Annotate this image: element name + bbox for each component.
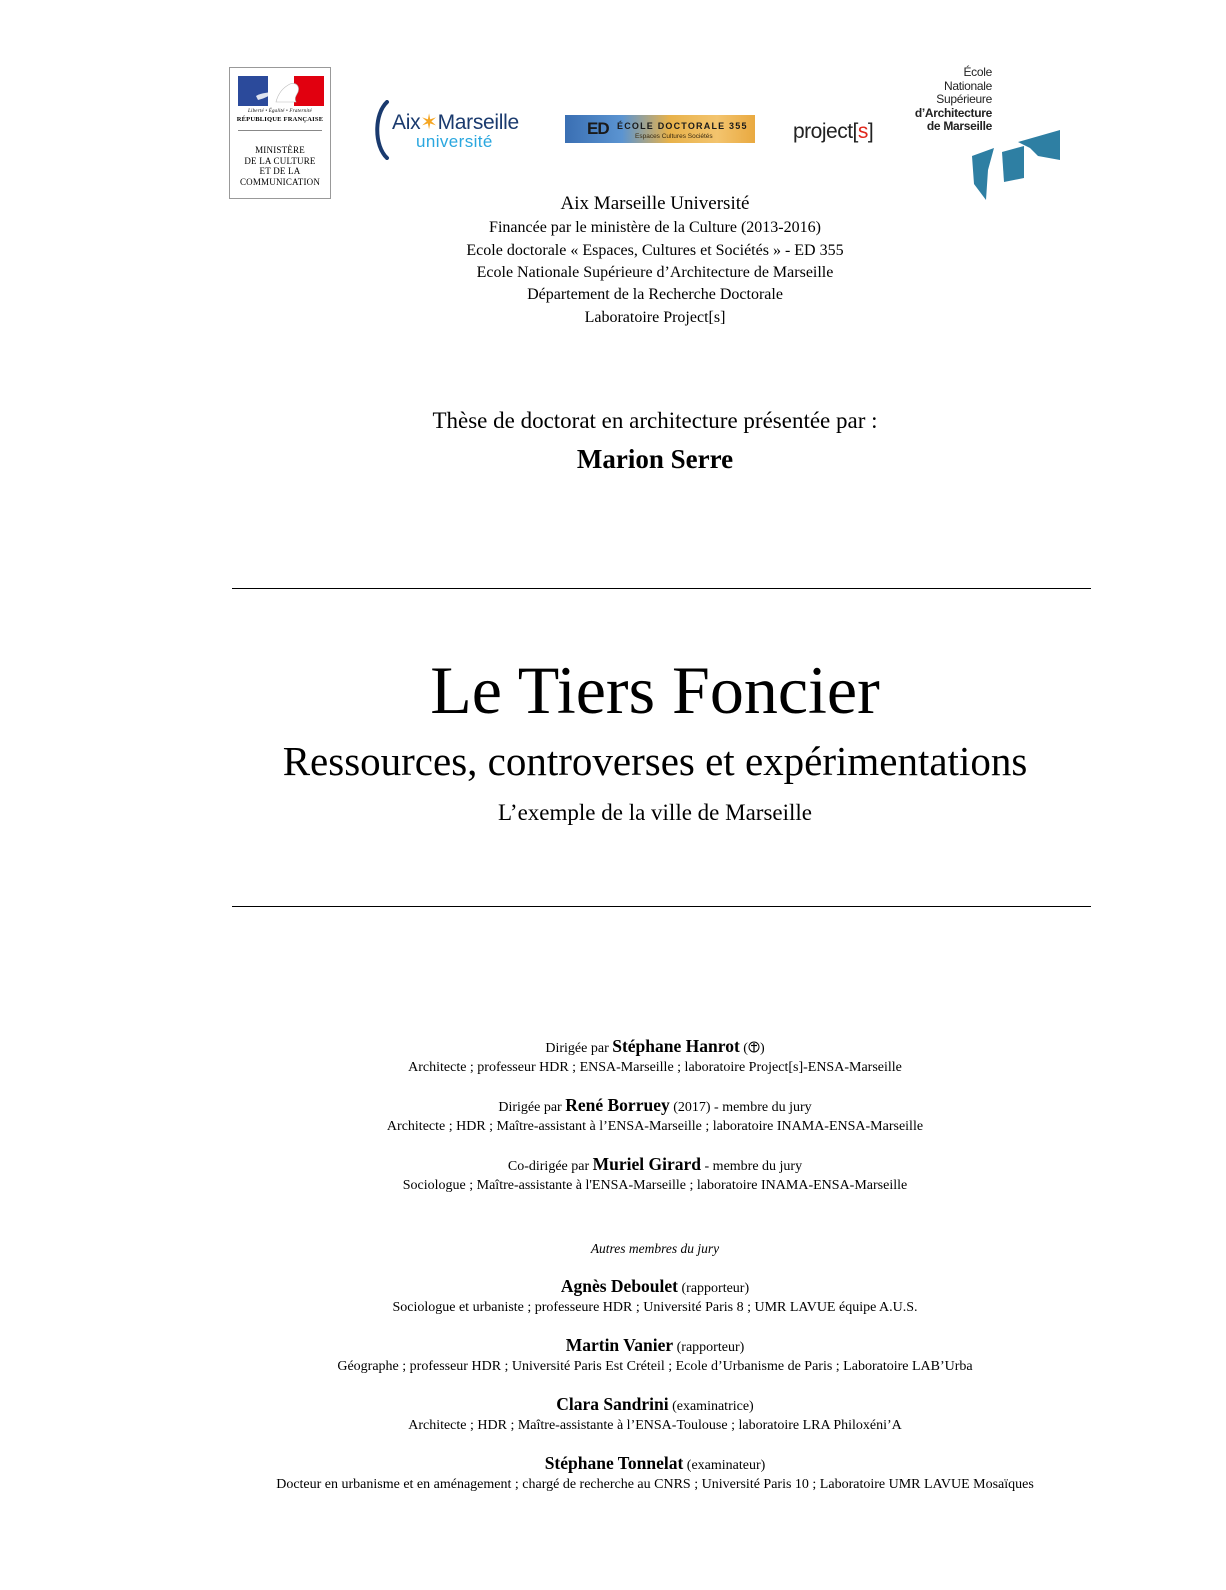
director-description: Sociologue ; Maître-assistante à l'ENSA-Marseille ; laboratoire INAMA-ENSA-Marseille <box>402 1178 908 1193</box>
ministere-name: MINISTÈRE DE LA CULTURE ET DE LA COMMUNICATION <box>239 145 321 187</box>
thesis-subsubtitle: L’exemple de la ville de Marseille <box>497 800 812 825</box>
ministere-culture-logo <box>229 67 331 199</box>
republic-motto: Liberté • Égalité • Fraternité <box>248 109 312 114</box>
ed-title: ÉCOLE DOCTORALE 355 <box>617 121 748 131</box>
institution-line: Ecole Nationale Supérieure d’Architecture de Marseille <box>476 264 834 281</box>
jury-member-name: Clara Sandrini <box>556 1394 669 1414</box>
amu-parenthesis-icon <box>372 100 390 160</box>
aix-marseille-universite-logo <box>372 100 532 160</box>
jury-member-line: Agnès Deboulet (rapporteur) <box>560 1276 750 1296</box>
director-line: Dirigée par René Borruey (2017) - membre du jury <box>498 1095 812 1115</box>
jury-heading: Autres membres du jury <box>590 1241 720 1256</box>
jury-member-description: Géographe ; professeur HDR ; Université Paris Est Créteil ; Ecole d’Urbanisme de Paris ; Laboratoire LAB’Urba <box>337 1359 973 1374</box>
thesis-title: Le Tiers Foncier <box>430 652 880 728</box>
deceased-cross-icon <box>748 1041 760 1053</box>
ecole-doctorale-logo <box>565 115 755 145</box>
institution-name: Aix Marseille Université <box>560 193 750 214</box>
jury-member-description: Sociologue et urbaniste ; professeure HDR ; Université Paris 8 ; UMR LAVUE équipe A.U.S. <box>392 1300 918 1315</box>
director-name: Muriel Girard <box>592 1154 702 1174</box>
logo-divider <box>238 130 322 131</box>
republic-name: RÉPUBLIQUE FRANÇAISE <box>236 116 324 123</box>
institution-line: Financée par le ministère de la Culture (2013-2016) <box>489 219 821 236</box>
director-description: Architecte ; HDR ; Maître-assistant à l’ENSA-Marseille ; laboratoire INAMA-ENSA-Marseille <box>386 1119 924 1134</box>
jury-member-name: Martin Vanier <box>565 1335 674 1355</box>
jury-member-description: Docteur en urbanisme et en aménagement ; chargé de recherche au CNRS ; Université Paris 10 ; Laboratoire UMR LAVUE Mosaïques <box>276 1477 1034 1492</box>
thesis-author: Marion Serre <box>576 444 734 474</box>
top-divider <box>232 588 1091 589</box>
director-line: Dirigée par Stéphane Hanrot ( ) <box>545 1036 765 1056</box>
institution-line: Ecole doctorale « Espaces, Cultures et Sociétés » - ED 355 <box>466 242 844 259</box>
amu-name: Aix✶Marseille <box>392 111 519 134</box>
jury-member-description: Architecte ; HDR ; Maître-assistante à l’ENSA-Toulouse ; laboratoire LRA Philoxéni’A <box>408 1418 902 1433</box>
marianne-flag-icon <box>238 76 324 106</box>
thesis-subtitle: Ressources, controverses et expérimentations <box>282 738 1028 784</box>
jury-member-name: Stéphane Tonnelat <box>544 1453 684 1473</box>
director-line: Co-dirigée par Muriel Girard - membre du jury <box>507 1154 803 1174</box>
jury-member-name: Agnès Deboulet <box>560 1276 678 1296</box>
director-description: Architecte ; professeur HDR ; ENSA-Marseille ; laboratoire Project[s]-ENSA-Marseille <box>408 1060 902 1075</box>
projects-logo: project[s] <box>793 120 874 143</box>
institution-line: Département de la Recherche Doctorale <box>527 286 783 303</box>
ensam-name: École Nationale Supérieure d’Architecture de Marseille <box>914 65 992 133</box>
jury-member-line: Clara Sandrini (examinatrice) <box>556 1394 754 1414</box>
ensam-shapes-icon <box>970 130 1062 202</box>
director-name: René Borruey <box>565 1095 670 1115</box>
ed-mark: ED <box>587 119 609 138</box>
institution-line: Laboratoire Project[s] <box>584 309 726 326</box>
jury-member-line: Martin Vanier (rapporteur) <box>565 1335 745 1355</box>
amu-subtitle: université <box>416 132 493 151</box>
ed-subtitle: Espaces Cultures Sociétés <box>635 133 713 140</box>
director-name: Stéphane Hanrot <box>612 1036 740 1056</box>
jury-member-line: Stéphane Tonnelat (examinateur) <box>544 1453 766 1473</box>
thesis-label: Thèse de doctorat en architecture présentée par : <box>432 408 878 433</box>
bottom-divider <box>232 906 1091 907</box>
ensa-marseille-logo <box>912 66 1062 202</box>
